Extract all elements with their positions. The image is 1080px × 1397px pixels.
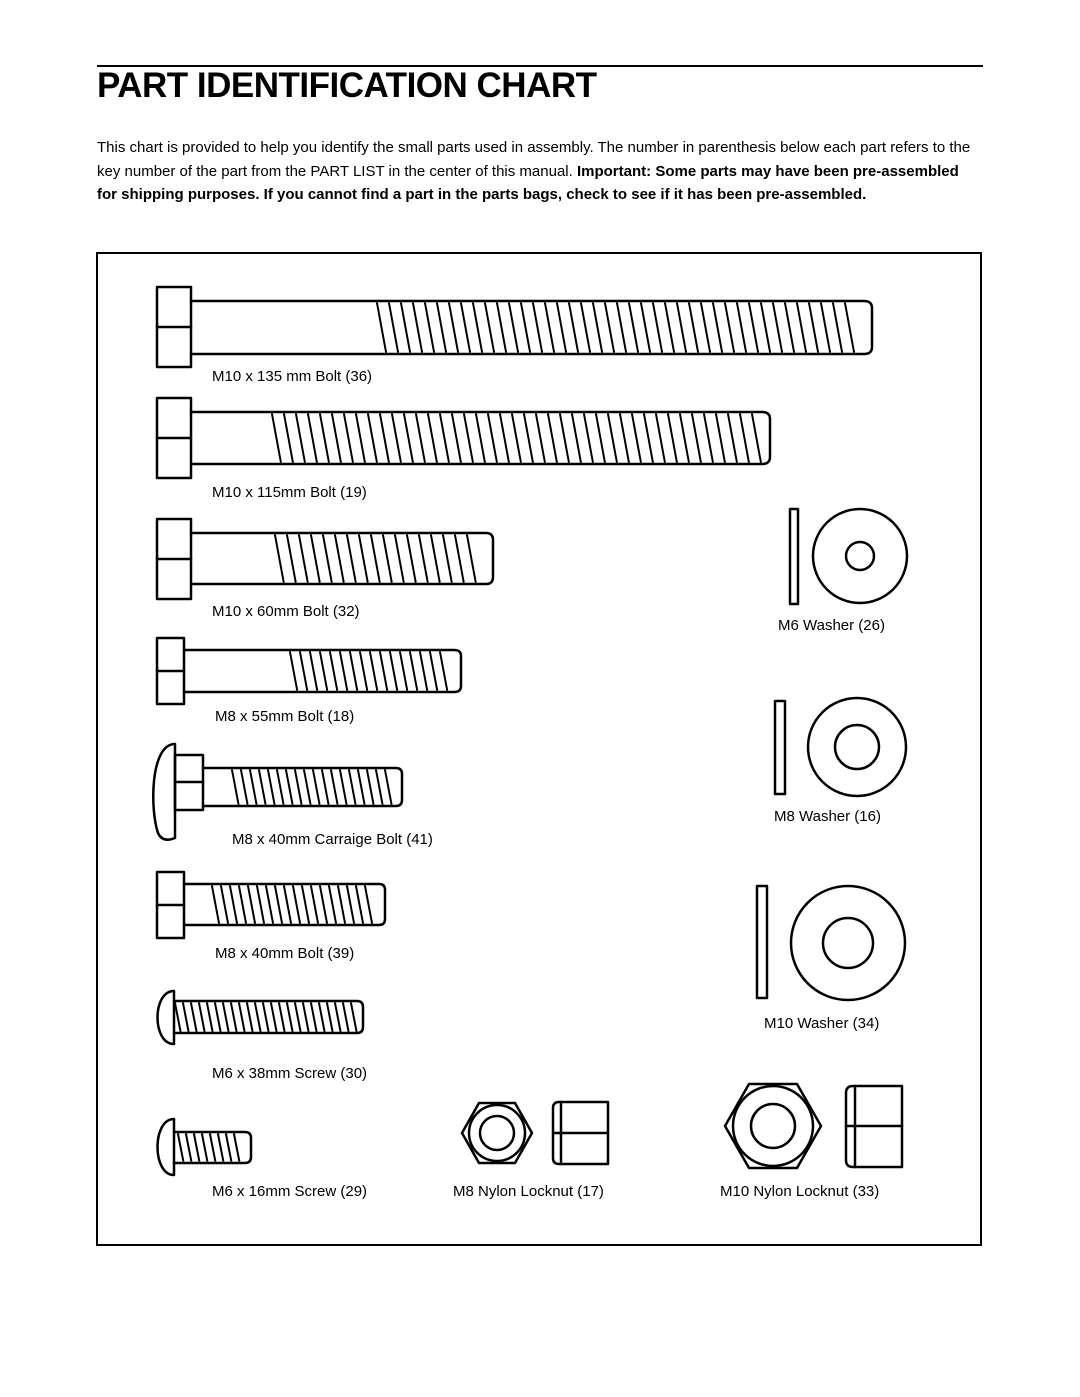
m10-115mm-bolt-drawing bbox=[157, 398, 770, 478]
thread-lines bbox=[178, 1134, 239, 1161]
m8-40mm-carriage-bolt-drawing bbox=[153, 744, 402, 840]
m6-16mm-screw-drawing bbox=[158, 1119, 252, 1175]
part-label-m6-washer: M6 Washer (26) bbox=[778, 617, 885, 634]
thread-lines bbox=[212, 886, 372, 923]
part-label-m8-55mm-bolt: M8 x 55mm Bolt (18) bbox=[215, 708, 355, 725]
part-label-m8-nylon-locknut: M8 Nylon Locknut (17) bbox=[453, 1183, 604, 1200]
thread-lines bbox=[290, 652, 447, 690]
part-label-m8-40mm-bolt: M8 x 40mm Bolt (39) bbox=[215, 945, 355, 962]
part-label-m8-40mm-carriage-bolt: M8 x 40mm Carraige Bolt (41) bbox=[232, 831, 433, 848]
m10-60mm-bolt-drawing bbox=[157, 519, 493, 599]
important-label: Important: bbox=[576, 162, 652, 180]
part-label-m8-washer: M8 Washer (16) bbox=[774, 808, 881, 825]
thread-lines bbox=[175, 1003, 356, 1031]
thread-lines bbox=[275, 535, 476, 582]
important-text: Some parts may have been pre-assembled for shipping purposes. If you cannot find a part in the parts bags, check to see if it has been pre-assembled. bbox=[97, 162, 959, 204]
part-label-m10-washer: M10 Washer (34) bbox=[764, 1015, 880, 1032]
m6-38mm-screw-drawing bbox=[158, 991, 364, 1044]
part-label-m10-60mm-bolt: M10 x 60mm Bolt (32) bbox=[212, 603, 360, 620]
m6-washer-drawing bbox=[790, 509, 907, 604]
intro-text: This chart is provided to help you identify the small parts used in assembly. The number in parenthesis below each part refers to the key number of the part from the PART LIST in the center of this manual. bbox=[97, 139, 971, 180]
m8-40mm-bolt-drawing bbox=[157, 872, 385, 938]
m8-55mm-bolt-drawing bbox=[157, 638, 461, 704]
part-label-m6-38mm-screw: M6 x 38mm Screw (30) bbox=[212, 1065, 368, 1082]
m10-nylon-locknut-drawing bbox=[725, 1084, 902, 1168]
m10-washer-drawing bbox=[757, 886, 905, 1000]
part-label-m10-115mm-bolt: M10 x 115mm Bolt (19) bbox=[212, 484, 367, 501]
part-label-m10-135mm-bolt: M10 x 135 mm Bolt (36) bbox=[212, 368, 373, 385]
part-label-m10-nylon-locknut: M10 Nylon Locknut (33) bbox=[720, 1183, 880, 1200]
part-label-m6-16mm-screw: M6 x 16mm Screw (29) bbox=[212, 1183, 368, 1200]
m8-washer-drawing bbox=[775, 698, 906, 796]
thread-lines bbox=[377, 303, 854, 352]
m8-nylon-locknut-drawing bbox=[462, 1102, 608, 1164]
page-title: PART IDENTIFICATION CHART bbox=[97, 66, 597, 105]
m10-135mm-bolt-drawing bbox=[157, 287, 872, 367]
thread-lines bbox=[232, 770, 391, 804]
thread-lines bbox=[272, 414, 761, 462]
